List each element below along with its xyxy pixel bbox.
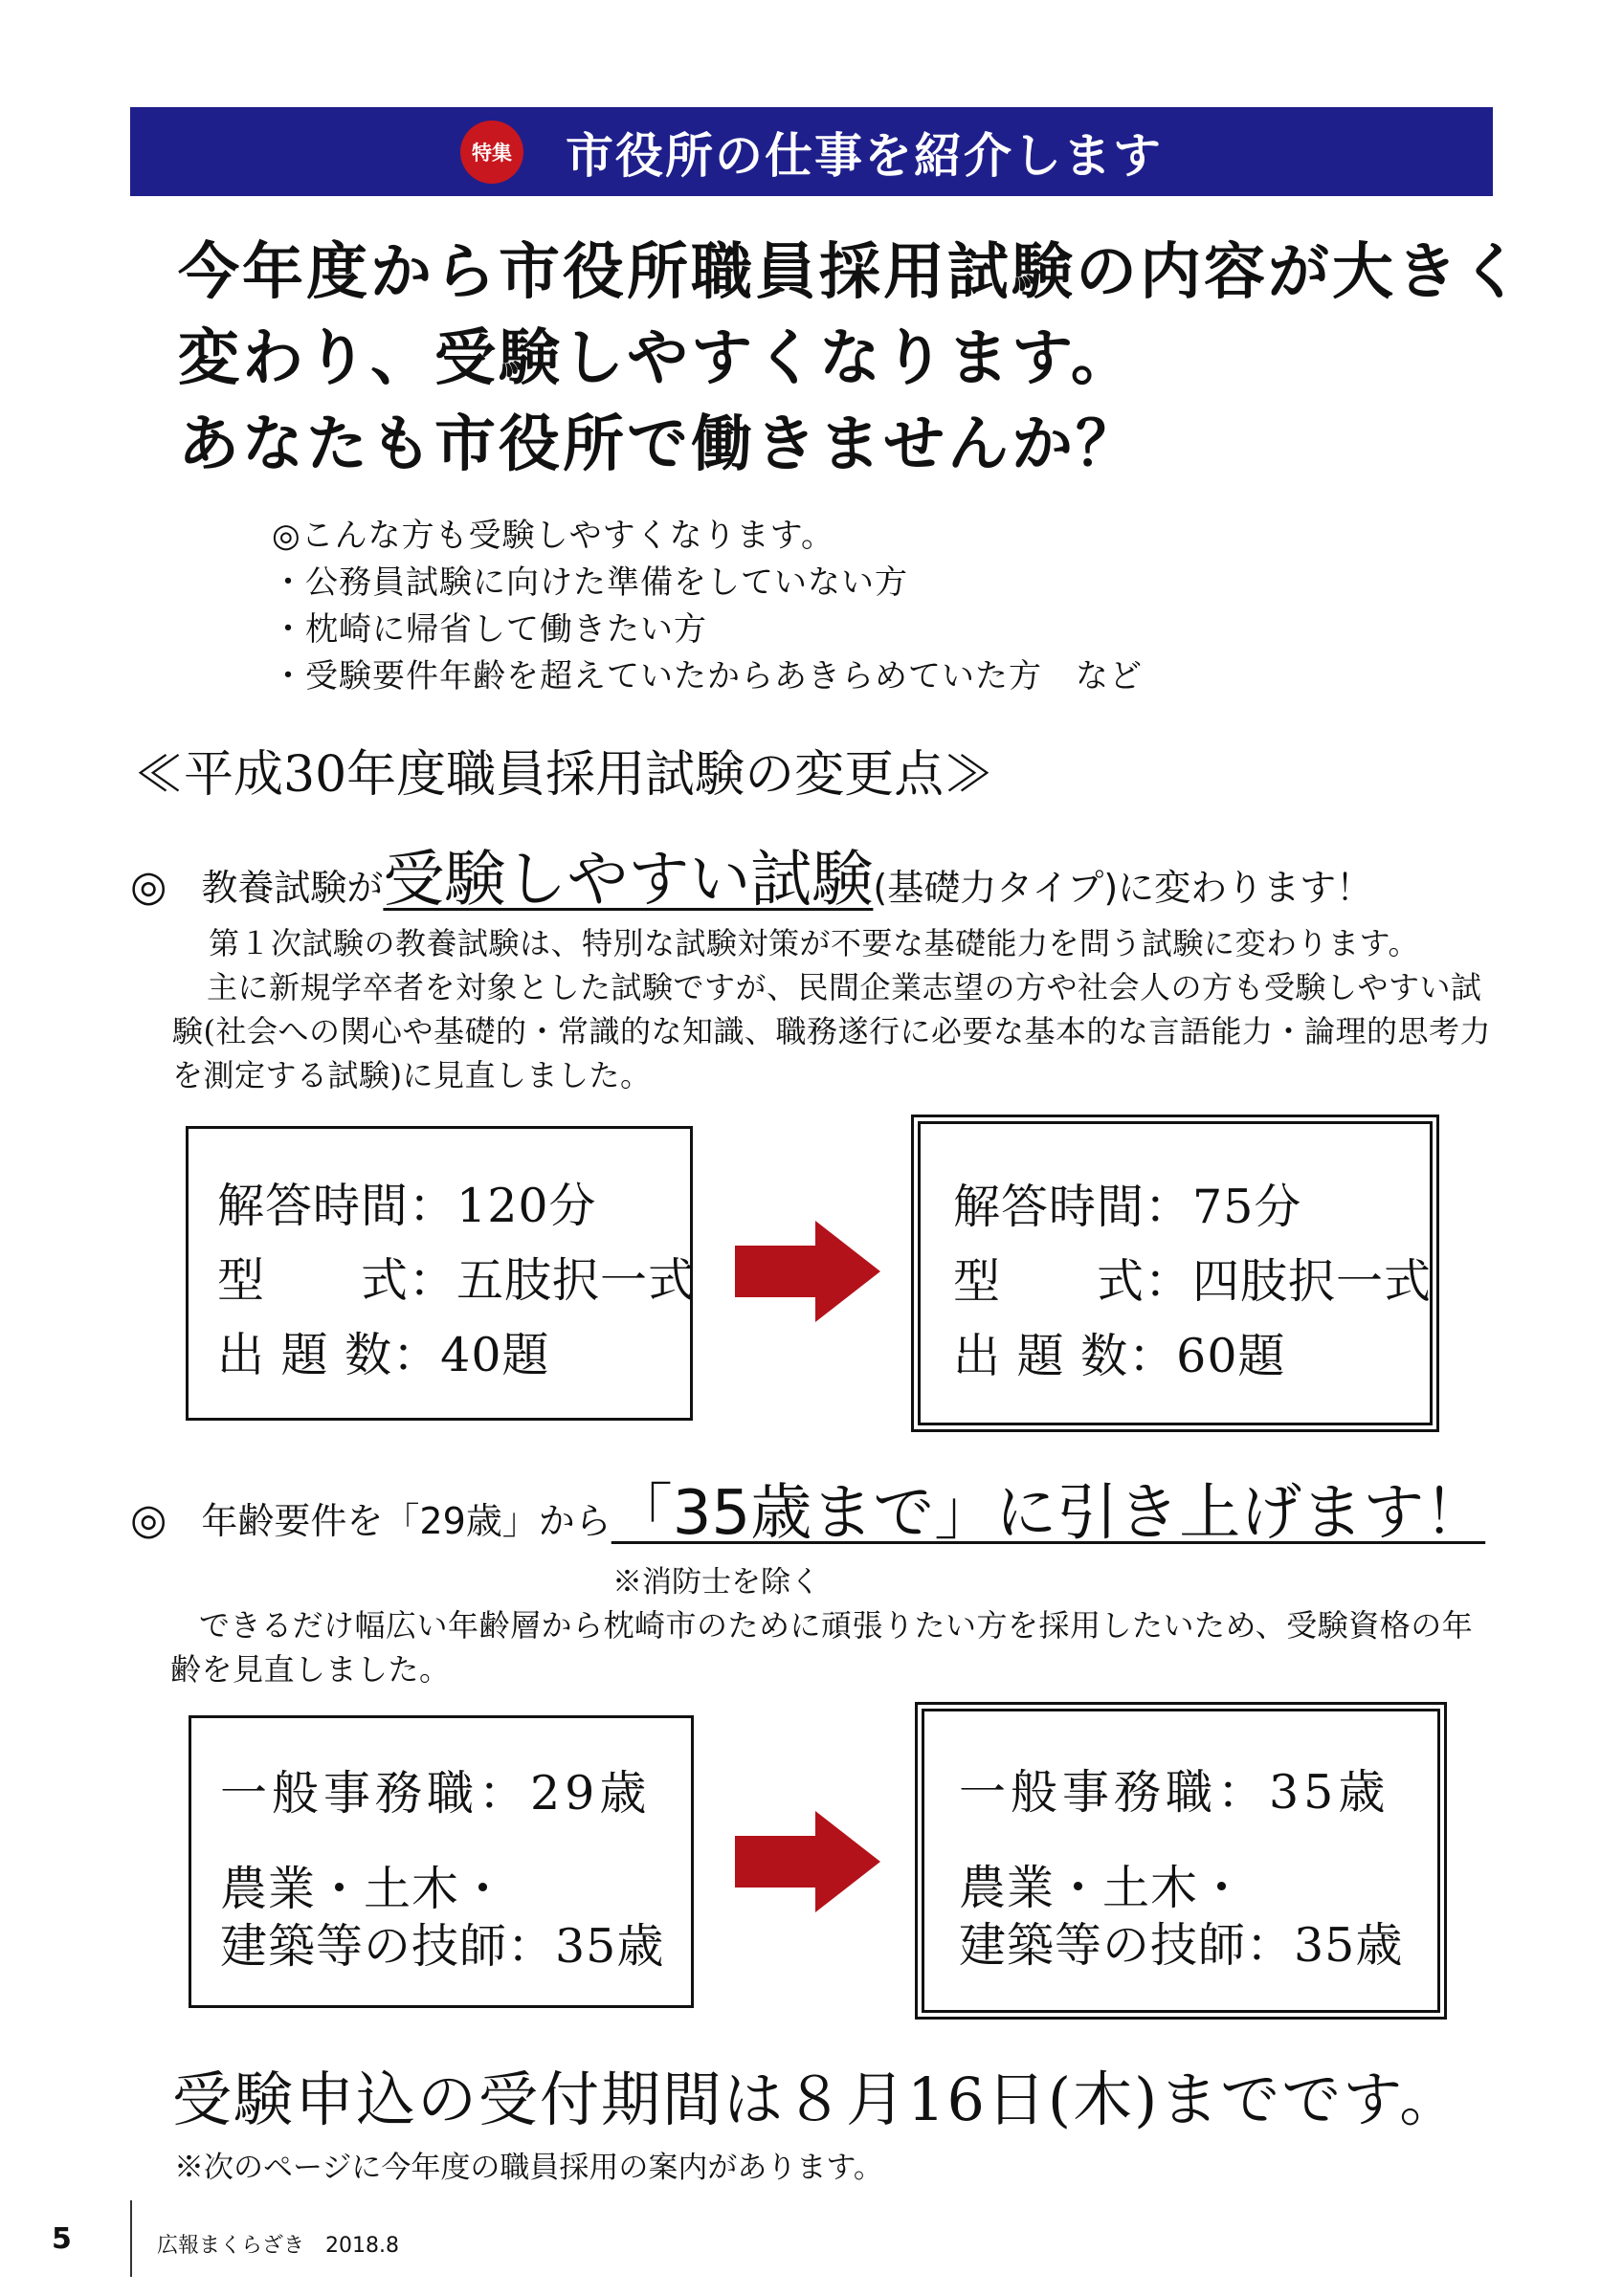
arrow-right-icon bbox=[735, 1811, 880, 1912]
audience-intro: ◎こんな方も受験しやすくなります。 bbox=[272, 517, 834, 555]
header-banner bbox=[130, 107, 1493, 196]
firefighter-note: ※消防士を除く bbox=[612, 1565, 820, 1600]
arrow-right-icon bbox=[735, 1221, 880, 1322]
headline bbox=[178, 230, 1524, 488]
time-label: 解答時間 bbox=[953, 1180, 1145, 1234]
technician-line-1: 農業・土木・ bbox=[959, 1861, 1247, 1915]
section1-prefix: 教養試験が bbox=[201, 867, 384, 909]
publication-name: 広報まくらざき 2018.8 bbox=[157, 2234, 399, 2258]
type-value: ：四肢択一式 bbox=[1145, 1254, 1433, 1309]
count-value: ：60題 bbox=[1128, 1329, 1286, 1383]
technician-line-2: 建築等の技師：35歳 bbox=[220, 1919, 665, 1974]
section2-heading bbox=[130, 1464, 1485, 1552]
count-label: 出 題 数 bbox=[953, 1329, 1129, 1383]
time-label: 解答時間 bbox=[217, 1179, 410, 1233]
page-number: 5 bbox=[52, 2222, 72, 2256]
audience-item: ・受験要件年齢を超えていたからあきらめていた方 など bbox=[272, 657, 1143, 695]
section1-suffix: (基礎力タイプ)に変わります！ bbox=[873, 867, 1373, 909]
double-circle-icon: ◎ bbox=[130, 862, 167, 911]
technician-line-1: 農業・土木・ bbox=[220, 1862, 508, 1916]
banner-title: 市役所の仕事を紹介します bbox=[566, 126, 1163, 184]
audience-item: ・枕崎に帰省して働きたい方 bbox=[272, 610, 707, 649]
footer-divider bbox=[130, 2200, 132, 2277]
section2-body bbox=[170, 1603, 1495, 1691]
technician-line-2: 建築等の技師：35歳 bbox=[959, 1918, 1404, 1973]
general-office-age: 一般事務職：29歳 bbox=[220, 1766, 652, 1821]
before-age-box bbox=[189, 1715, 694, 2008]
section1-emphasis: 受験しやすい試験 bbox=[383, 845, 874, 916]
section1-heading bbox=[130, 830, 1372, 918]
section1-paragraph: 第１次試験の教養試験は、特別な試験対策が不要な基礎能力を問う試験に変わります。 bbox=[209, 925, 1419, 961]
after-age-box bbox=[915, 1702, 1447, 2020]
double-circle-icon: ◎ bbox=[130, 1495, 167, 1544]
after-exam-box bbox=[911, 1115, 1439, 1432]
count-label: 出 題 数 bbox=[217, 1328, 393, 1382]
headline-line-3: あなたも市役所で働きませんか？ bbox=[178, 408, 1140, 480]
headline-line-1: 今年度から市役所職員採用試験の内容が大きく bbox=[178, 236, 1524, 308]
headline-line-2: 変わり、受験しやすくなります。 bbox=[178, 322, 1135, 394]
section2-prefix: 年齢要件を「29歳」から bbox=[201, 1500, 611, 1542]
changes-title: ≪平成30年度職員採用試験の変更点≫ bbox=[134, 746, 994, 804]
audience-item: ・公務員試験に向けた準備をしていない方 bbox=[272, 563, 908, 602]
audience-list bbox=[272, 513, 1143, 700]
feature-badge: 特集 bbox=[460, 121, 523, 184]
count-value: ：40題 bbox=[392, 1328, 550, 1382]
section1-body bbox=[174, 921, 1495, 1097]
type-label: 型 式 bbox=[953, 1254, 1145, 1309]
time-value: ：120分 bbox=[409, 1179, 597, 1233]
application-deadline: 受験申込の受付期間は８月16日(木)までです。 bbox=[172, 2064, 1461, 2134]
type-label: 型 式 bbox=[217, 1253, 410, 1308]
next-page-note: ※次のページに今年度の職員採用の案内があります。 bbox=[174, 2151, 883, 2185]
general-office-age: 一般事務職：35歳 bbox=[959, 1765, 1390, 1820]
before-exam-box bbox=[186, 1126, 697, 1421]
section1-paragraph: 主に新規学卒者を対象とした試験ですが、民間企業志望の方や社会人の方も受験しやすい試験(社会への関心や基礎的・常識的な知識、職務遂行に必要な基本的な言語能力・論理的思考力を測定する試験)に見直しました。 bbox=[172, 969, 1491, 1093]
section2-paragraph: できるだけ幅広い年齢層から枕崎市のために頑張りたい方を採用したいため、受験資格の年齢を見直しました。 bbox=[170, 1607, 1474, 1688]
type-value: ：五肢択一式 bbox=[409, 1253, 697, 1308]
time-value: ：75分 bbox=[1145, 1180, 1302, 1234]
section2-emphasis: 「35歳まで」に引き上げます！ bbox=[611, 1478, 1486, 1549]
